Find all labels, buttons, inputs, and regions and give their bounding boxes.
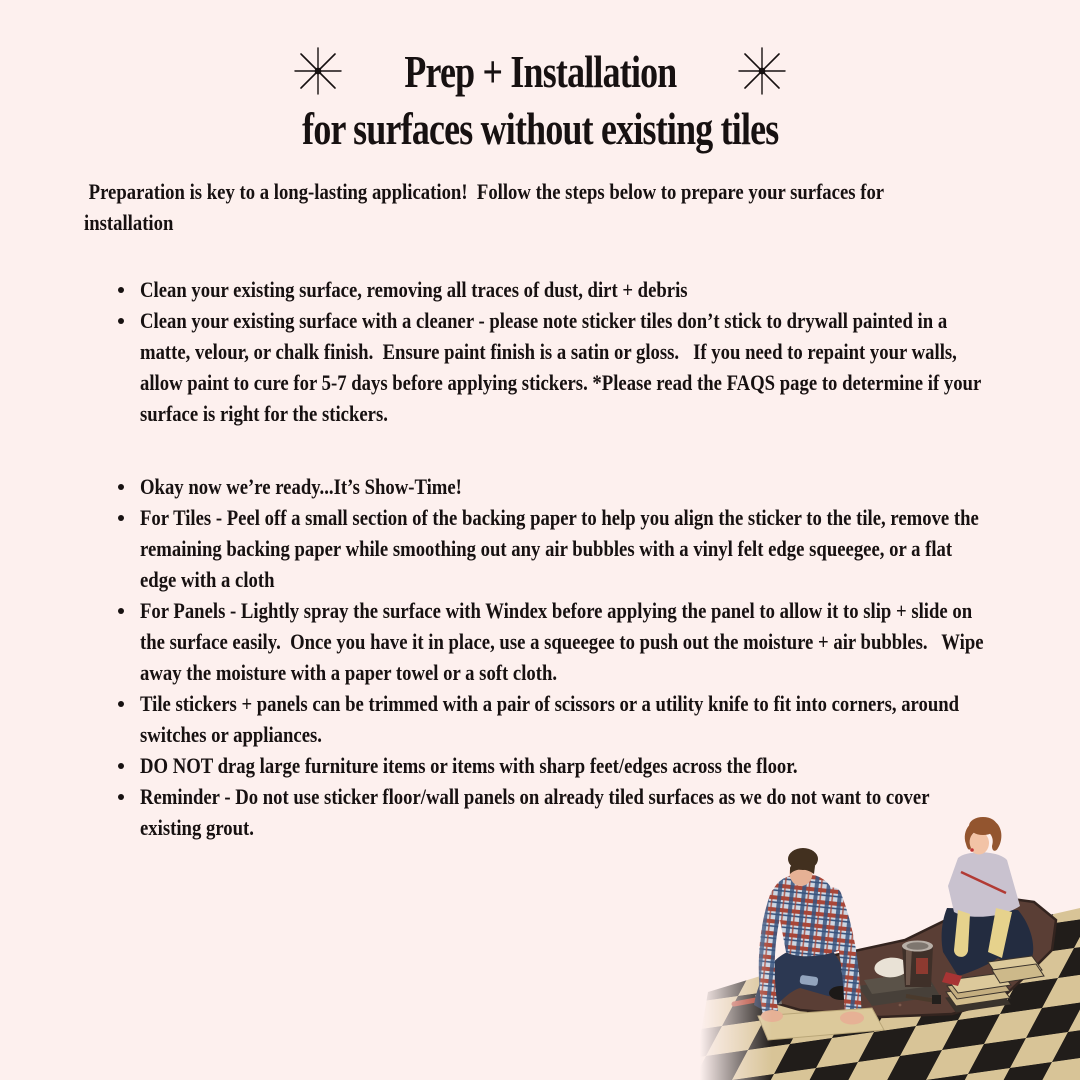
paint-can: [902, 941, 933, 988]
sparkle-icon: [292, 45, 344, 97]
instruction-item: [116, 781, 1080, 843]
instruction-item: [116, 595, 1080, 688]
bullet-dot: [118, 484, 124, 490]
instruction-item: [116, 688, 1080, 750]
instruction-text: Clean your existing surface, removing all traces of dust, dirt + debris: [140, 277, 688, 302]
instruction-item: [116, 471, 1080, 502]
header: [0, 0, 1080, 160]
bullet-dot: [118, 608, 124, 614]
intro-paragraph: Preparation is key to a long-lasting application! Follow the steps below to prepare your surfaces for installation: [84, 179, 889, 235]
instruction-item: [116, 502, 1080, 595]
prep-steps-list: [0, 274, 1080, 429]
page-subtitle: for surfaces without existing tiles: [301, 103, 779, 154]
page-title: Prep + Installation: [403, 45, 677, 97]
instruction-text: For Panels - Lightly spray the surface with Windex before applying the panel to allow it to slip + slide on the surface easily. Once you have it in place, use a squeegee to push out the moisture + air bubbles. Wipe away the moisture with a paper towel or a soft cloth.: [140, 598, 989, 685]
instruction-text: Clean your existing surface with a cleaner - please note sticker tiles don’t stick to drywall painted in a matte, velour, or chalk finish. Ensure paint finish is a satin or gloss. If you need to repaint your walls, allow paint to cure for 5-7 days before applying stickers. *Please read the FAQS page to determine if your surface is right for the stickers.: [140, 308, 986, 426]
sparkle-icon: [736, 45, 788, 97]
subtitle-row: [0, 102, 1080, 160]
instruction-text: For Tiles - Peel off a small section of the backing paper to help you align the sticker to the tile, remove the remaining backing paper while smoothing out any air bubbles with a vinyl felt edge squeegee, or a flat edge with a cloth: [140, 505, 984, 592]
instruction-text: Okay now we’re ready...It’s Show-Time!: [140, 474, 462, 499]
bullet-dot: [118, 318, 124, 324]
bullet-dot: [118, 701, 124, 707]
instruction-item: [116, 305, 1080, 429]
instruction-item: [116, 274, 1080, 305]
instruction-text: Tile stickers + panels can be trimmed with a pair of scissors or a utility knife to fit into corners, around switches or appliances.: [140, 691, 964, 747]
bullet-dot: [118, 794, 124, 800]
instruction-text: DO NOT drag large furniture items or items with sharp feet/edges across the floor.: [140, 753, 798, 778]
bullet-dot: [118, 763, 124, 769]
instruction-text: Reminder - Do not use sticker floor/wall panels on already tiled surfaces as we do not want to cover existing grout.: [140, 784, 934, 840]
bullet-dot: [118, 515, 124, 521]
instruction-item: [116, 750, 1080, 781]
installation-steps-list: [0, 471, 1080, 843]
title-row: [0, 42, 1080, 100]
bullet-dot: [118, 287, 124, 293]
